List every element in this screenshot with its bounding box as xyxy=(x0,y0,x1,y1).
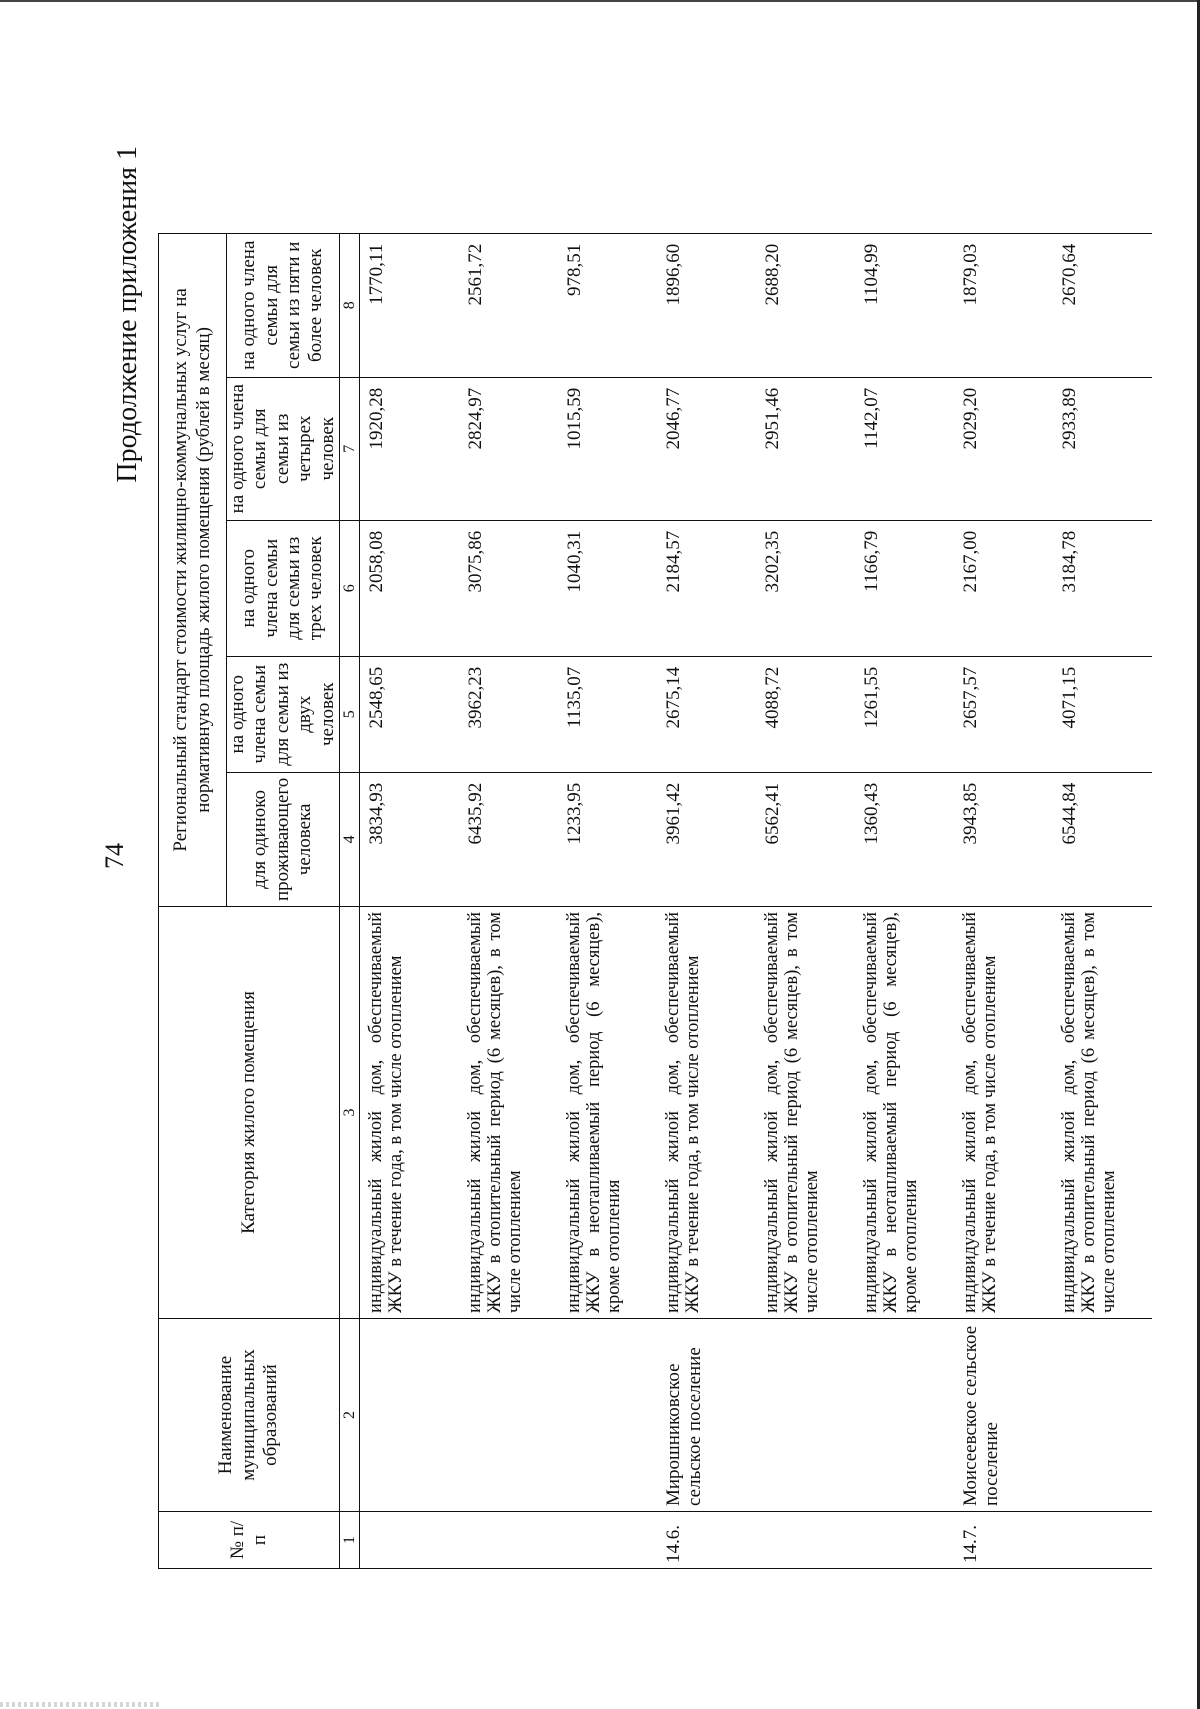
cost-value: 2657,57 xyxy=(954,656,1053,772)
cost-value: 2951,46 xyxy=(756,377,855,520)
table-row xyxy=(756,233,855,1568)
row-number xyxy=(855,1512,954,1569)
table-row xyxy=(558,233,657,1568)
header-standard-group: Региональный стандарт стоимости жилищно-коммунальных услуг на нормативную площадь жилого помещения (рублей в месяц) xyxy=(159,233,227,906)
table-body xyxy=(360,233,1153,1568)
header-category: Категория жилого помещения xyxy=(159,907,340,1319)
cost-value: 1104,99 xyxy=(855,233,954,377)
cost-value: 1135,07 xyxy=(558,656,657,772)
municipality-name xyxy=(1053,1319,1152,1512)
municipality-name xyxy=(459,1319,558,1512)
cost-value: 2675,14 xyxy=(657,656,756,772)
municipality-name xyxy=(855,1319,954,1512)
page-number: 74 xyxy=(100,843,129,869)
cost-value: 1360,43 xyxy=(855,772,954,906)
housing-category: индивидуальный жилой дом, обеспечиваемый ЖКУ в неотапливаемый период (6 месяцев), кроме отопления xyxy=(558,907,657,1319)
housing-cost-standard-table xyxy=(158,233,1152,1569)
table-row xyxy=(360,233,460,1568)
column-number: 3 xyxy=(340,907,360,1319)
cost-value: 2561,72 xyxy=(459,233,558,377)
cost-value: 978,51 xyxy=(558,233,657,377)
cost-value: 1142,07 xyxy=(855,377,954,520)
cost-value: 2058,08 xyxy=(360,520,460,656)
header-family-of-four: на одного члена семьи для семьи из четырех человек xyxy=(227,377,340,520)
cost-value: 1896,60 xyxy=(657,233,756,377)
cost-value: 2029,20 xyxy=(954,377,1053,520)
row-number: 14.6. xyxy=(657,1512,756,1569)
cost-value: 1261,55 xyxy=(855,656,954,772)
housing-category: индивидуальный жилой дом, обеспечиваемый ЖКУ в течение года, в том числе отоплением xyxy=(954,907,1053,1319)
cost-value: 3962,23 xyxy=(459,656,558,772)
cost-value: 2933,89 xyxy=(1053,377,1152,520)
cost-value: 1770,11 xyxy=(360,233,460,377)
cost-value: 3202,35 xyxy=(756,520,855,656)
table-row xyxy=(954,233,1053,1568)
cost-value: 1233,95 xyxy=(558,772,657,906)
column-number: 4 xyxy=(340,772,360,906)
column-number: 2 xyxy=(340,1319,360,1512)
cost-value: 1920,28 xyxy=(360,377,460,520)
municipality-name xyxy=(756,1319,855,1512)
header-single-person: для одиноко проживающего человека xyxy=(227,772,340,906)
header-family-of-five-plus: на одного члена семьи для семьи из пяти и более человек xyxy=(227,233,340,377)
housing-category: индивидуальный жилой дом, обеспечиваемый ЖКУ в отопительный период (6 месяцев), в том числе отоплением xyxy=(756,907,855,1319)
housing-category: индивидуальный жилой дом, обеспечиваемый ЖКУ в течение года, в том числе отоплением xyxy=(657,907,756,1319)
municipality-name xyxy=(360,1319,460,1512)
row-number xyxy=(360,1512,460,1569)
cost-value: 3184,78 xyxy=(1053,520,1152,656)
header-family-of-three: на одного члена семьи для семьи из трех человек xyxy=(227,520,340,656)
column-number: 1 xyxy=(340,1512,360,1569)
cost-value: 3834,93 xyxy=(360,772,460,906)
cost-value: 2046,77 xyxy=(657,377,756,520)
municipality-name xyxy=(558,1319,657,1512)
column-number: 8 xyxy=(340,233,360,377)
cost-value: 1040,31 xyxy=(558,520,657,656)
cost-value: 6562,41 xyxy=(756,772,855,906)
column-number: 7 xyxy=(340,377,360,520)
municipality-name: Мирошниковское сельское поселение xyxy=(657,1319,756,1512)
cost-value: 2688,20 xyxy=(756,233,855,377)
cost-value: 4071,15 xyxy=(1053,656,1152,772)
housing-category: индивидуальный жилой дом, обеспечиваемый ЖКУ в неотапливаемый период (6 месяцев), кроме отопления xyxy=(855,907,954,1319)
cost-value: 2824,97 xyxy=(459,377,558,520)
row-number xyxy=(756,1512,855,1569)
housing-category: индивидуальный жилой дом, обеспечиваемый ЖКУ в отопительный период (6 месяцев), в том числе отоплением xyxy=(1053,907,1152,1319)
table-row xyxy=(459,233,558,1568)
row-number: 14.7. xyxy=(954,1512,1053,1569)
housing-category: индивидуальный жилой дом, обеспечиваемый ЖКУ в отопительный период (6 месяцев), в том числе отоплением xyxy=(459,907,558,1319)
cost-value: 3943,85 xyxy=(954,772,1053,906)
cost-value: 1166,79 xyxy=(855,520,954,656)
cost-value: 1879,03 xyxy=(954,233,1053,377)
cost-value: 3075,86 xyxy=(459,520,558,656)
row-number xyxy=(1053,1512,1152,1569)
cost-value: 6435,92 xyxy=(459,772,558,906)
header-family-of-two: на одного члена семьи для семьи из двух человек xyxy=(227,656,340,772)
cost-value: 2670,64 xyxy=(1053,233,1152,377)
cost-value: 6544,84 xyxy=(1053,772,1152,906)
housing-category: индивидуальный жилой дом, обеспечиваемый ЖКУ в течение года, в том числе отоплением xyxy=(360,907,460,1319)
table-row xyxy=(657,233,756,1568)
row-number xyxy=(459,1512,558,1569)
table-row xyxy=(1053,233,1152,1568)
table-row xyxy=(855,233,954,1568)
cost-value: 1015,59 xyxy=(558,377,657,520)
municipality-name: Моисеевское сельское поселение xyxy=(954,1319,1053,1512)
cost-value: 2184,57 xyxy=(657,520,756,656)
cost-value: 4088,72 xyxy=(756,656,855,772)
row-number xyxy=(558,1512,657,1569)
column-number: 5 xyxy=(340,656,360,772)
cost-value: 2548,65 xyxy=(360,656,460,772)
cost-value: 3961,42 xyxy=(657,772,756,906)
cost-value: 2167,00 xyxy=(954,520,1053,656)
column-number: 6 xyxy=(340,520,360,656)
appendix-title: Продолжение приложения 1 xyxy=(112,146,143,483)
header-municipality-name: Наименование муниципальных образований xyxy=(159,1319,340,1512)
header-num: № п/п xyxy=(159,1512,340,1569)
